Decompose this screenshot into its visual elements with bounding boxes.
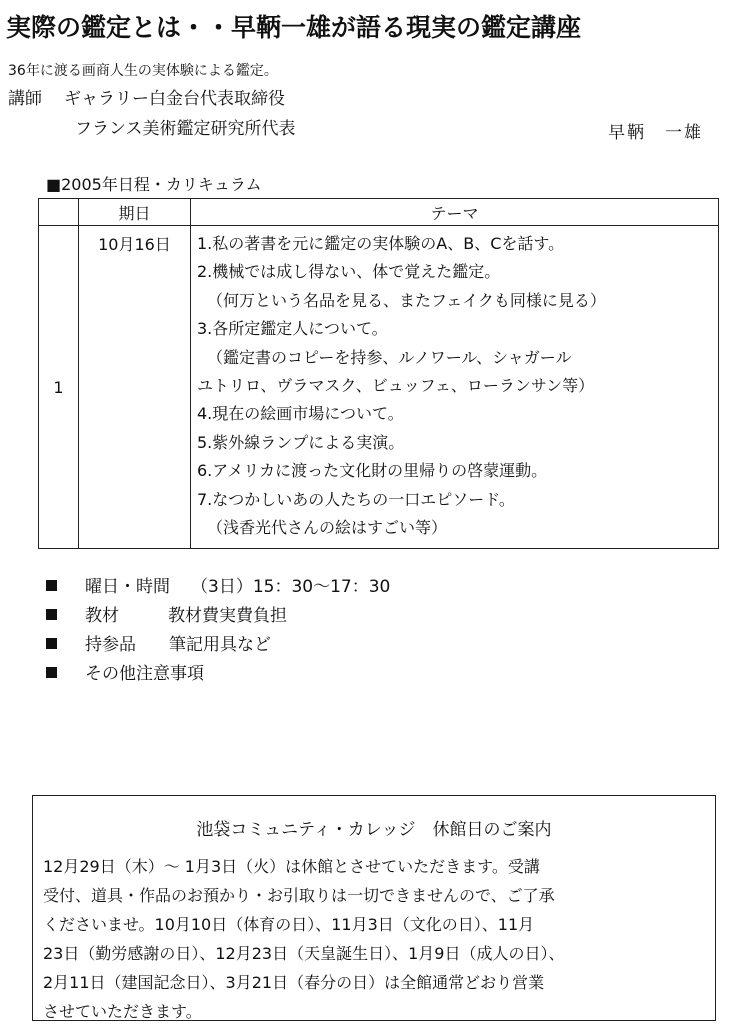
row-date: 10月16日 xyxy=(79,226,191,549)
theme-line: （鑑定書のコピーを持参、ルノワール、シャガール xyxy=(207,347,572,367)
info-value: 筆記用具など xyxy=(169,635,271,655)
info-key: 教材 xyxy=(85,606,119,626)
theme-line: 1.私の著書を元に鑑定の実体験のA、B、Cを話す。 xyxy=(197,234,565,253)
info-value: （3日）15：30〜17：30 xyxy=(191,577,391,597)
row-number: 1 xyxy=(39,226,79,549)
info-key: 曜日・時間 xyxy=(85,577,170,597)
lecturer-role-1: ギャラリー白金台代表取締役 xyxy=(64,89,285,109)
table-header-row xyxy=(39,199,719,226)
notice-line: 12月29日（木）〜 1月3日（火）は休館とさせていただきます。受講 xyxy=(43,857,540,876)
theme-line: 6.アメリカに渡った文化財の里帰りの啓蒙運動。 xyxy=(197,461,548,481)
page-title: 実際の鑑定とは・・早鞆一雄が語る現実の鑑定講座 xyxy=(6,13,582,42)
theme-line: 4.現在の絵画市場について。 xyxy=(197,404,404,424)
theme-line: 3.各所定鑑定人について。 xyxy=(197,319,388,339)
theme-line: （浅香光代さんの絵はすごい等） xyxy=(207,517,448,537)
table-row xyxy=(39,226,719,549)
curriculum-table xyxy=(38,198,719,549)
notice-line: 23日（勤労感謝の日）、12月23日（天皇誕生日）、1月9日（成人の日）、 xyxy=(43,944,565,963)
notice-line: 受付、道具・作品のお預かり・お引取りは一切できませんので、ご了承 xyxy=(43,886,555,905)
theme-line: ユトリロ、ヴラマスク、ビュッフェ、ローランサン等） xyxy=(197,375,595,395)
info-item-notes xyxy=(46,659,204,684)
info-value: 教材費実費負担 xyxy=(168,606,287,626)
bullet-square-icon xyxy=(46,638,57,649)
info-key: 持参品 xyxy=(85,635,136,655)
notice-body xyxy=(43,852,705,1026)
theme-line: （何万という名品を見る、またフェイクも同様に見る） xyxy=(207,290,606,310)
schedule-heading: ■2005年日程・カリキュラム xyxy=(46,175,262,194)
closure-notice-box xyxy=(32,795,716,1021)
notice-title: 池袋コミュニティ・カレッジ 休館日のご案内 xyxy=(196,820,552,840)
row-themes xyxy=(191,226,719,549)
bullet-square-icon xyxy=(46,580,57,591)
info-item-materials xyxy=(46,601,287,626)
header-number xyxy=(39,199,79,226)
bullet-square-icon xyxy=(46,667,57,678)
theme-line: 7.なつかしいあの人たちの一口エピソード。 xyxy=(197,489,515,509)
lecturer-line-1 xyxy=(8,84,285,109)
bullet-square-icon xyxy=(46,609,57,620)
lecturer-role-2: フランス美術鑑定研究所代表 xyxy=(75,119,296,139)
notice-line: 2月11日（建国記念日）、3月21日（春分の日）は全館通常どおり営業 xyxy=(43,973,545,992)
theme-line: 5.紫外線ランプによる実演。 xyxy=(197,432,405,452)
notice-line: くださいませ。10月10日（体育の日）、11月3日（文化の日）、11月 xyxy=(43,915,535,934)
header-date: 期日 xyxy=(79,199,191,226)
subtitle: 36年に渡る画商人生の実体験による鑑定。 xyxy=(8,63,278,79)
lecturer-name: 早鞆 一雄 xyxy=(608,123,703,143)
notice-line: させていただきます。 xyxy=(43,1002,202,1021)
header-theme: テーマ xyxy=(191,199,719,226)
theme-line: 2.機械では成し得ない、体で覚えた鑑定。 xyxy=(197,262,501,282)
info-key: その他注意事項 xyxy=(85,664,204,684)
info-item-bring xyxy=(46,630,271,655)
lecturer-label: 講師 xyxy=(8,89,42,109)
info-item-schedule xyxy=(46,572,390,597)
